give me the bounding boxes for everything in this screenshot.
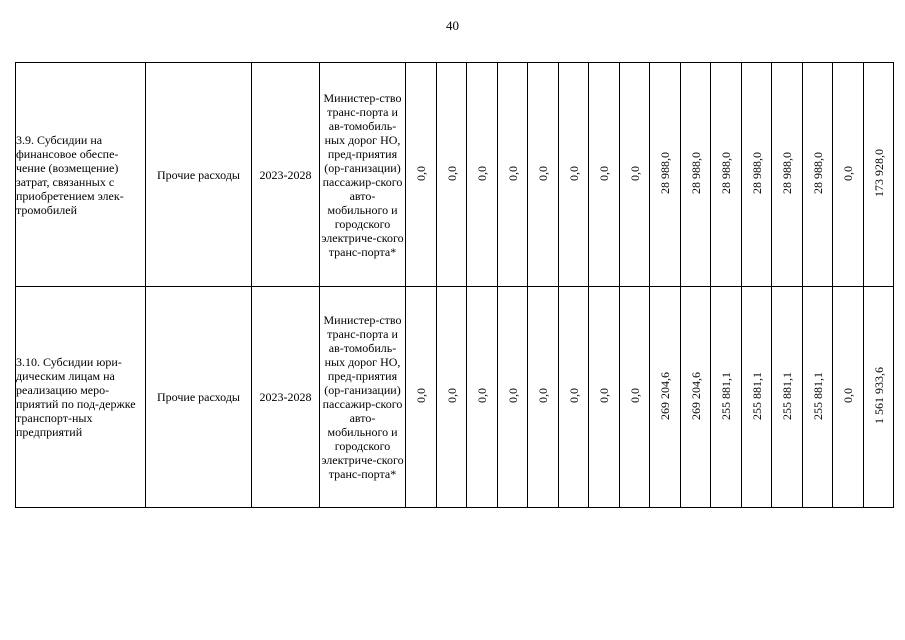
- value-cell: [742, 63, 772, 287]
- value-text: 0,0: [597, 165, 611, 181]
- value-text: 255 881,1: [719, 371, 733, 420]
- table-row: [16, 63, 894, 287]
- value-text: 0,0: [841, 388, 855, 403]
- value-text: 0,0: [841, 165, 855, 181]
- value-cell: [833, 63, 864, 287]
- value-cell: [406, 63, 437, 287]
- page-number: 40: [446, 18, 459, 33]
- value-text: 0,0: [536, 388, 550, 403]
- value-text: 28 988,0: [658, 152, 672, 194]
- value-cell: [437, 287, 467, 508]
- value-cell: [803, 63, 833, 287]
- value-text: 0,0: [444, 388, 459, 403]
- value-text: 28 988,0: [780, 152, 794, 194]
- value-text: 0,0: [444, 165, 459, 181]
- value-text: 0,0: [414, 165, 428, 181]
- value-cell: [650, 287, 681, 508]
- value-text: 0,0: [566, 388, 581, 403]
- value-text: 0,0: [627, 388, 642, 403]
- measure-name-cell: 3.10. Субсидии юри-дическим лицам на реализацию меро-приятий по под-держке транспорт-ных предприятий: [16, 287, 146, 508]
- value-text: 0,0: [505, 165, 520, 181]
- executor-cell: Министер-ство транс-порта и ав-томобиль-ных дорог НО, пред-приятия (ор-ганизации) пассажир-ского авто-мобильного и городского электриче-ского транс-порта*: [320, 287, 406, 508]
- value-text: 0,0: [566, 165, 581, 181]
- value-cell: [589, 287, 620, 508]
- value-cell: [864, 63, 894, 287]
- value-cell: [650, 63, 681, 287]
- measure-name-cell: 3.9. Субсидии на финансовое обеспе-чение (возмещение) затрат, связанных с приобретением элек-тромобилей: [16, 63, 146, 287]
- value-cell: [620, 63, 650, 287]
- period-cell: 2023-2028: [252, 287, 320, 508]
- executor-cell: Министер-ство транс-порта и ав-томобиль-ных дорог НО, пред-приятия (ор-ганизации) пассажир-ского авто-мобильного и городского электриче-ского транс-порта*: [320, 63, 406, 287]
- value-text: 269 204,6: [658, 371, 672, 420]
- value-cell: [711, 287, 742, 508]
- value-text: 28 988,0: [719, 152, 733, 194]
- value-text: 28 988,0: [749, 152, 764, 194]
- value-text: 0,0: [414, 388, 428, 403]
- value-cell: [681, 287, 711, 508]
- value-cell: [559, 63, 589, 287]
- value-text: 0,0: [627, 165, 642, 181]
- value-text: 28 988,0: [810, 152, 825, 194]
- value-text: 0,0: [475, 388, 489, 403]
- value-cell: [772, 287, 803, 508]
- value-cell: [559, 287, 589, 508]
- value-cell: [681, 63, 711, 287]
- value-text: 255 881,1: [780, 371, 794, 420]
- value-cell: [711, 63, 742, 287]
- value-cell: [589, 63, 620, 287]
- value-cell: [528, 287, 559, 508]
- value-cell: [803, 287, 833, 508]
- expense-type-cell: Прочие расходы: [146, 63, 252, 287]
- value-cell: [528, 63, 559, 287]
- expense-type-cell: Прочие расходы: [146, 287, 252, 508]
- value-text: 0,0: [597, 388, 611, 403]
- value-text: 255 881,1: [749, 371, 764, 420]
- value-cell: [406, 287, 437, 508]
- value-cell: [437, 63, 467, 287]
- value-text: 0,0: [536, 165, 550, 181]
- table-row: [16, 287, 894, 508]
- value-cell: [467, 287, 498, 508]
- value-text: 0,0: [505, 388, 520, 403]
- value-cell: [833, 287, 864, 508]
- value-cell: [864, 287, 894, 508]
- value-text: 1 561 933,6: [871, 367, 886, 424]
- value-text: 173 928,0: [871, 149, 886, 197]
- period-cell: 2023-2028: [252, 63, 320, 287]
- budget-table: [15, 62, 894, 508]
- value-text: 0,0: [475, 165, 489, 181]
- value-cell: [772, 63, 803, 287]
- value-cell: [620, 287, 650, 508]
- value-cell: [742, 287, 772, 508]
- value-cell: [498, 287, 528, 508]
- value-text: 255 881,1: [810, 371, 825, 420]
- value-cell: [467, 63, 498, 287]
- value-text: 269 204,6: [688, 371, 703, 420]
- value-text: 28 988,0: [688, 152, 703, 194]
- value-cell: [498, 63, 528, 287]
